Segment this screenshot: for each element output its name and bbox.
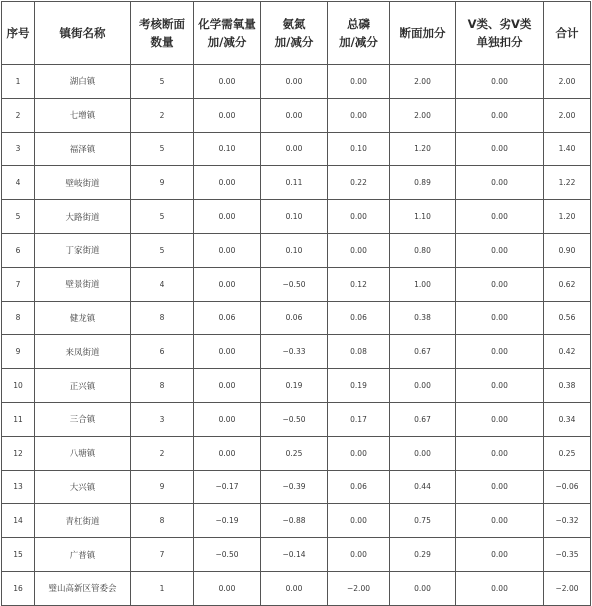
cell-section-count: 2 <box>131 98 194 132</box>
cell-class5-deduction: 0.00 <box>456 166 544 200</box>
cell-town-name: 八塘镇 <box>35 436 131 470</box>
cell-section-bonus: 0.75 <box>390 504 456 538</box>
cell-class5-deduction: 0.00 <box>456 132 544 166</box>
cell-total: −0.35 <box>544 538 591 572</box>
cell-section-bonus: 0.29 <box>390 538 456 572</box>
table-row <box>2 402 591 436</box>
cell-class5-deduction: 0.00 <box>456 301 544 335</box>
header-class5-deduction <box>456 2 544 65</box>
cell-total: −0.06 <box>544 470 591 504</box>
header-label-line: 加/减分 <box>274 35 314 49</box>
header-label-line: 数量 <box>150 35 174 49</box>
cell-index: 3 <box>2 132 35 166</box>
header-label-line: 化学需氧量 <box>198 17 256 31</box>
cell-phosphorus-score: 0.19 <box>328 369 390 403</box>
cell-town-name: 福泽镇 <box>35 132 131 166</box>
cell-town-name: 璧山高新区管委会 <box>35 571 131 605</box>
cell-total: 0.38 <box>544 369 591 403</box>
cell-phosphorus-score: 0.10 <box>328 132 390 166</box>
cell-total: 1.40 <box>544 132 591 166</box>
cell-total: 1.20 <box>544 200 591 234</box>
cell-index: 9 <box>2 335 35 369</box>
cell-phosphorus-score: 0.00 <box>328 65 390 99</box>
table-header <box>2 2 591 65</box>
cell-cod-score: 0.00 <box>194 98 261 132</box>
cell-total: 0.34 <box>544 402 591 436</box>
table-row <box>2 132 591 166</box>
cell-total: 2.00 <box>544 98 591 132</box>
table-row <box>2 166 591 200</box>
header-section-count <box>131 2 194 65</box>
cell-class5-deduction: 0.00 <box>456 436 544 470</box>
cell-total: 1.22 <box>544 166 591 200</box>
cell-class5-deduction: 0.00 <box>456 504 544 538</box>
table-row <box>2 571 591 605</box>
cell-total: 0.42 <box>544 335 591 369</box>
cell-cod-score: 0.06 <box>194 301 261 335</box>
cell-section-bonus: 2.00 <box>390 98 456 132</box>
cell-class5-deduction: 0.00 <box>456 571 544 605</box>
header-index <box>2 2 35 65</box>
cell-section-bonus: 0.89 <box>390 166 456 200</box>
header-ammonia-score <box>261 2 328 65</box>
cell-section-count: 4 <box>131 267 194 301</box>
header-label-line: 序号 <box>6 26 30 40</box>
table-row <box>2 301 591 335</box>
cell-section-bonus: 0.38 <box>390 301 456 335</box>
table-row <box>2 200 591 234</box>
cell-cod-score: 0.00 <box>194 402 261 436</box>
cell-section-bonus: 0.00 <box>390 571 456 605</box>
cell-section-bonus: 2.00 <box>390 65 456 99</box>
cell-ammonia-score: −0.50 <box>261 267 328 301</box>
cell-phosphorus-score: 0.00 <box>328 436 390 470</box>
header-label-line: 单独扣分 <box>476 35 523 49</box>
table-row <box>2 504 591 538</box>
cell-cod-score: 0.00 <box>194 200 261 234</box>
table-row <box>2 98 591 132</box>
cell-index: 7 <box>2 267 35 301</box>
cell-town-name: 大兴镇 <box>35 470 131 504</box>
cell-section-count: 8 <box>131 301 194 335</box>
cell-class5-deduction: 0.00 <box>456 65 544 99</box>
cell-index: 16 <box>2 571 35 605</box>
cell-class5-deduction: 0.00 <box>456 402 544 436</box>
cell-cod-score: 0.00 <box>194 65 261 99</box>
cell-section-count: 9 <box>131 166 194 200</box>
table-row <box>2 65 591 99</box>
cell-cod-score: −0.17 <box>194 470 261 504</box>
cell-total: 0.90 <box>544 233 591 267</box>
table-row <box>2 233 591 267</box>
cell-class5-deduction: 0.00 <box>456 267 544 301</box>
cell-town-name: 壁景街道 <box>35 267 131 301</box>
cell-town-name: 湖白镇 <box>35 65 131 99</box>
cell-section-count: 3 <box>131 402 194 436</box>
cell-class5-deduction: 0.00 <box>456 335 544 369</box>
header-phosphorus-score <box>328 2 390 65</box>
cell-cod-score: 0.00 <box>194 335 261 369</box>
cell-town-name: 青杠街道 <box>35 504 131 538</box>
cell-phosphorus-score: 0.00 <box>328 98 390 132</box>
header-total <box>544 2 591 65</box>
cell-section-bonus: 1.10 <box>390 200 456 234</box>
cell-town-name: 健龙镇 <box>35 301 131 335</box>
cell-phosphorus-score: 0.17 <box>328 402 390 436</box>
cell-ammonia-score: 0.19 <box>261 369 328 403</box>
cell-ammonia-score: 0.11 <box>261 166 328 200</box>
header-label-line: 镇街名称 <box>59 26 106 40</box>
header-section-bonus <box>390 2 456 65</box>
header-label-line: 氨氮 <box>282 17 306 31</box>
cell-section-bonus: 0.44 <box>390 470 456 504</box>
cell-index: 5 <box>2 200 35 234</box>
cell-cod-score: 0.00 <box>194 571 261 605</box>
header-label-line: 合计 <box>555 26 579 40</box>
cell-phosphorus-score: 0.12 <box>328 267 390 301</box>
cell-ammonia-score: −0.33 <box>261 335 328 369</box>
cell-phosphorus-score: 0.00 <box>328 200 390 234</box>
table-row <box>2 538 591 572</box>
cell-index: 11 <box>2 402 35 436</box>
cell-section-count: 2 <box>131 436 194 470</box>
cell-phosphorus-score: 0.06 <box>328 301 390 335</box>
cell-index: 13 <box>2 470 35 504</box>
cell-section-bonus: 0.67 <box>390 335 456 369</box>
cell-section-count: 7 <box>131 538 194 572</box>
cell-cod-score: 0.00 <box>194 369 261 403</box>
score-table <box>1 1 591 606</box>
cell-ammonia-score: 0.00 <box>261 65 328 99</box>
cell-town-name: 来凤街道 <box>35 335 131 369</box>
cell-class5-deduction: 0.00 <box>456 233 544 267</box>
cell-town-name: 广普镇 <box>35 538 131 572</box>
table-row <box>2 335 591 369</box>
cell-ammonia-score: 0.00 <box>261 98 328 132</box>
table-row <box>2 470 591 504</box>
cell-cod-score: 0.00 <box>194 166 261 200</box>
cell-total: 0.62 <box>544 267 591 301</box>
cell-index: 12 <box>2 436 35 470</box>
cell-ammonia-score: −0.39 <box>261 470 328 504</box>
cell-index: 2 <box>2 98 35 132</box>
cell-section-bonus: 1.00 <box>390 267 456 301</box>
cell-phosphorus-score: 0.00 <box>328 233 390 267</box>
cell-section-bonus: 0.00 <box>390 436 456 470</box>
cell-ammonia-score: 0.00 <box>261 571 328 605</box>
cell-total: 0.56 <box>544 301 591 335</box>
cell-ammonia-score: 0.00 <box>261 132 328 166</box>
cell-total: 2.00 <box>544 65 591 99</box>
cell-index: 6 <box>2 233 35 267</box>
cell-section-count: 8 <box>131 369 194 403</box>
cell-section-count: 5 <box>131 132 194 166</box>
cell-class5-deduction: 0.00 <box>456 200 544 234</box>
cell-phosphorus-score: 0.22 <box>328 166 390 200</box>
cell-class5-deduction: 0.00 <box>456 538 544 572</box>
cell-town-name: 丁家街道 <box>35 233 131 267</box>
header-label-line: 加/减分 <box>339 35 378 49</box>
cell-cod-score: 0.00 <box>194 267 261 301</box>
table-row <box>2 369 591 403</box>
cell-class5-deduction: 0.00 <box>456 369 544 403</box>
header-label-line: 考核断面 <box>139 17 185 31</box>
header-row <box>2 2 591 65</box>
cell-town-name: 正兴镇 <box>35 369 131 403</box>
cell-phosphorus-score: 0.06 <box>328 470 390 504</box>
cell-index: 1 <box>2 65 35 99</box>
cell-section-bonus: 1.20 <box>390 132 456 166</box>
header-label-line: 总磷 <box>347 17 370 31</box>
cell-class5-deduction: 0.00 <box>456 98 544 132</box>
cell-index: 4 <box>2 166 35 200</box>
cell-section-count: 5 <box>131 233 194 267</box>
header-label-line: 断面加分 <box>399 26 446 40</box>
cell-town-name: 三合镇 <box>35 402 131 436</box>
cell-ammonia-score: −0.50 <box>261 402 328 436</box>
table-row <box>2 267 591 301</box>
cell-cod-score: −0.19 <box>194 504 261 538</box>
cell-town-name: 七增镇 <box>35 98 131 132</box>
cell-index: 8 <box>2 301 35 335</box>
cell-ammonia-score: 0.10 <box>261 233 328 267</box>
table-body <box>2 65 591 606</box>
table-row <box>2 436 591 470</box>
cell-ammonia-score: 0.10 <box>261 200 328 234</box>
cell-phosphorus-score: −2.00 <box>328 571 390 605</box>
cell-phosphorus-score: 0.00 <box>328 504 390 538</box>
cell-town-name: 壁岐街道 <box>35 166 131 200</box>
cell-section-count: 8 <box>131 504 194 538</box>
cell-section-count: 5 <box>131 65 194 99</box>
cell-section-count: 1 <box>131 571 194 605</box>
cell-ammonia-score: 0.06 <box>261 301 328 335</box>
cell-section-bonus: 0.67 <box>390 402 456 436</box>
header-town-name <box>35 2 131 65</box>
cell-section-count: 9 <box>131 470 194 504</box>
cell-section-bonus: 0.00 <box>390 369 456 403</box>
cell-phosphorus-score: 0.00 <box>328 538 390 572</box>
cell-ammonia-score: 0.25 <box>261 436 328 470</box>
cell-cod-score: −0.50 <box>194 538 261 572</box>
cell-town-name: 大路街道 <box>35 200 131 234</box>
header-cod-score <box>194 2 261 65</box>
cell-index: 14 <box>2 504 35 538</box>
cell-section-count: 5 <box>131 200 194 234</box>
cell-index: 10 <box>2 369 35 403</box>
cell-cod-score: 0.00 <box>194 436 261 470</box>
cell-index: 15 <box>2 538 35 572</box>
header-label-line: Ⅴ类、劣Ⅴ类 <box>467 17 532 31</box>
cell-cod-score: 0.00 <box>194 233 261 267</box>
cell-section-count: 6 <box>131 335 194 369</box>
cell-ammonia-score: −0.14 <box>261 538 328 572</box>
cell-phosphorus-score: 0.08 <box>328 335 390 369</box>
cell-ammonia-score: −0.88 <box>261 504 328 538</box>
cell-cod-score: 0.10 <box>194 132 261 166</box>
cell-total: −0.32 <box>544 504 591 538</box>
cell-section-bonus: 0.80 <box>390 233 456 267</box>
cell-total: −2.00 <box>544 571 591 605</box>
cell-total: 0.25 <box>544 436 591 470</box>
cell-class5-deduction: 0.00 <box>456 470 544 504</box>
header-label-line: 加/减分 <box>207 35 247 49</box>
